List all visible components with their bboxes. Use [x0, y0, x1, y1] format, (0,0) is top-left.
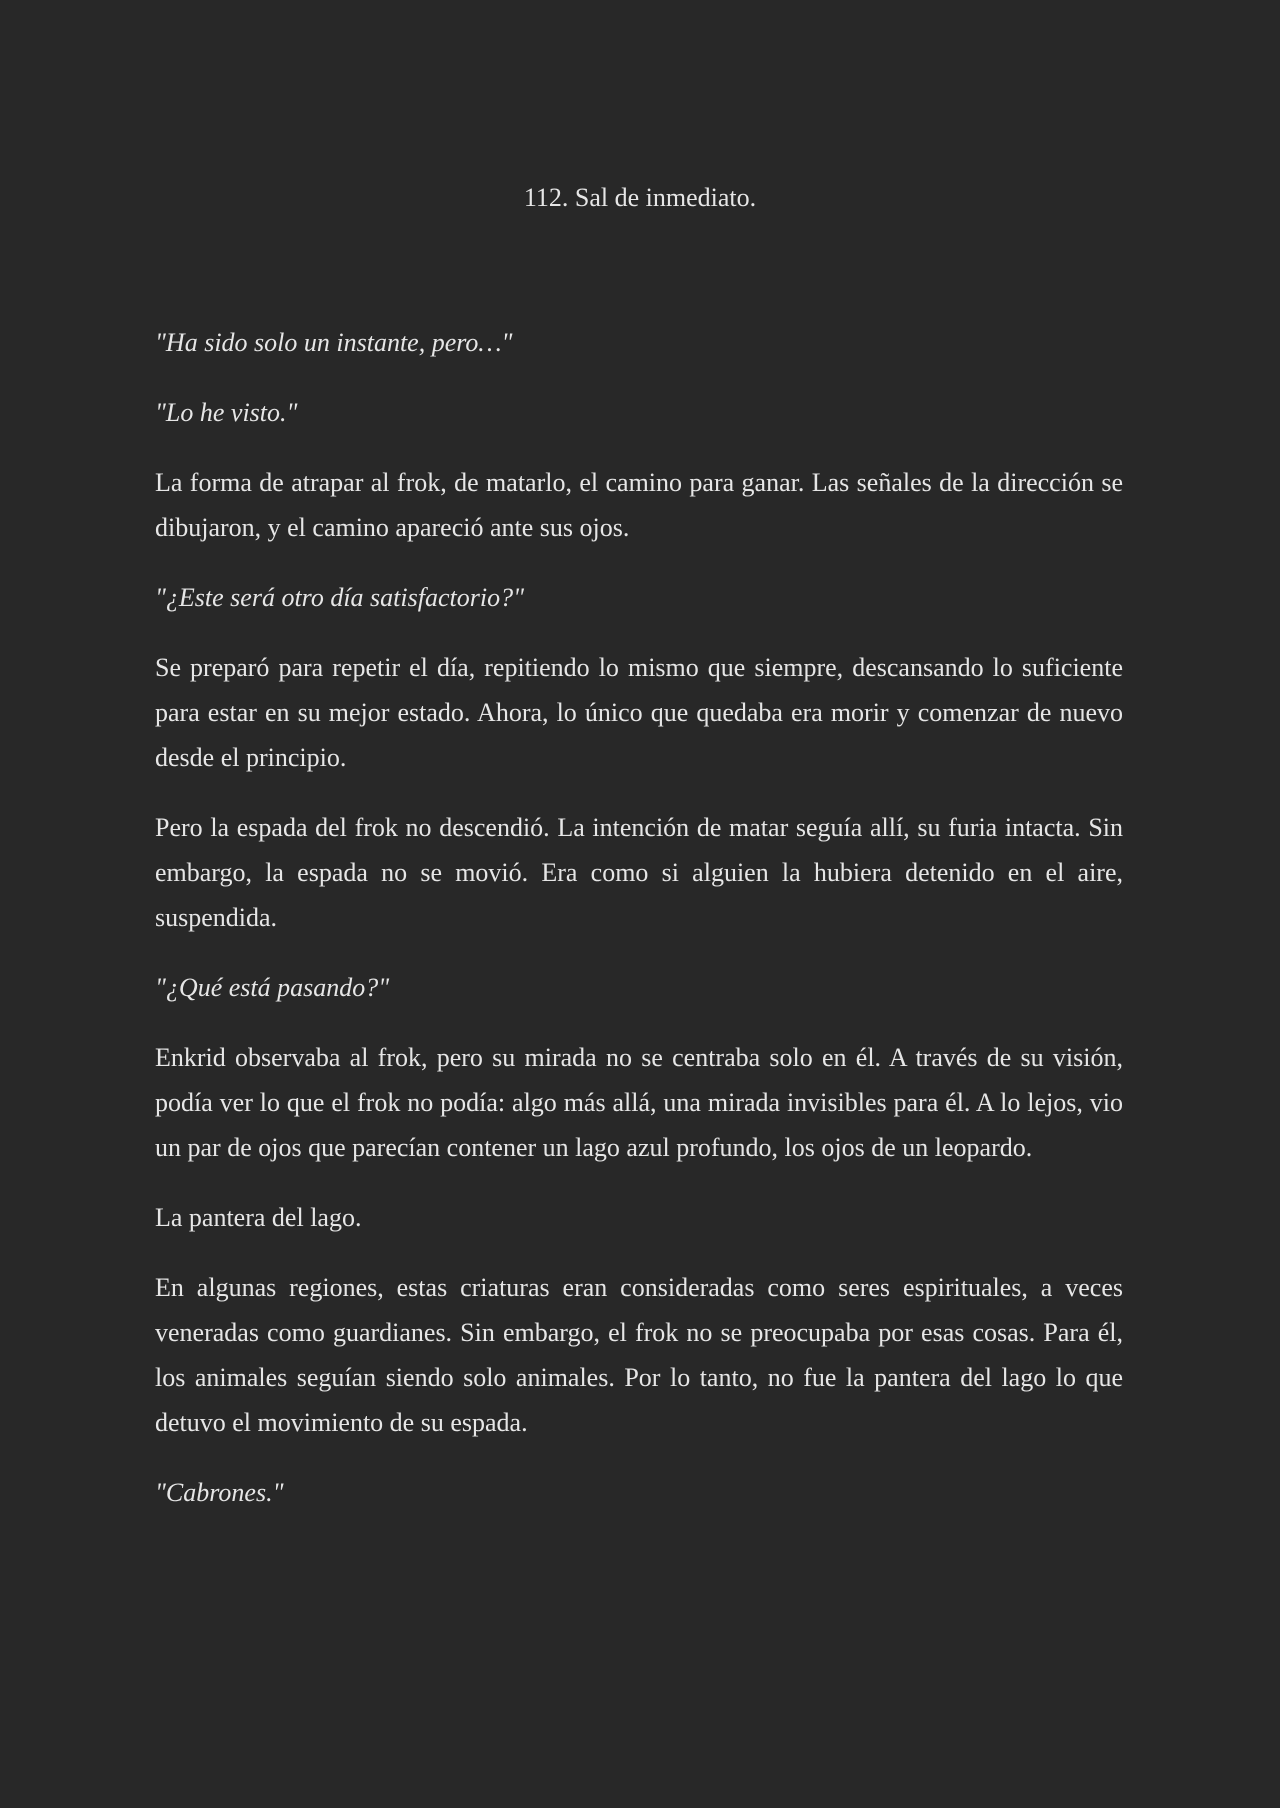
- chapter-body: [155, 320, 1123, 1540]
- narrative-paragraph: La forma de atrapar al frok, de matarlo, el camino para ganar. Las señales de la dirección se dibujaron, y el camino apareció ante sus ojos.: [155, 468, 1123, 542]
- narrative-paragraph: Enkrid observaba al frok, pero su mirada no se centraba solo en él. A través de su visión, podía ver lo que el frok no podía: algo más allá, una mirada invisibles para él. A lo lejos, vio un par de ojos que parecían contener un lago azul profundo, los ojos de un leopardo.: [155, 1043, 1123, 1162]
- narrative-paragraph: Se preparó para repetir el día, repitiendo lo mismo que siempre, descansando lo suficiente para estar en su mejor estado. Ahora, lo único que quedaba era morir y comenzar de nuevo desde el principio.: [155, 653, 1123, 772]
- dialogue-paragraph: "¿Este será otro día satisfactorio?": [155, 583, 524, 612]
- narrative-paragraph: La pantera del lago.: [155, 1203, 362, 1232]
- narrative-paragraph: En algunas regiones, estas criaturas eran consideradas como seres espirituales, a veces veneradas como guardianes. Sin embargo, el frok no se preocupaba por esas cosas. Para él, los animales seguían siendo solo animales. Por lo tanto, no fue la pantera del lago lo que detuvo el movimiento de su espada.: [155, 1273, 1123, 1437]
- dialogue-paragraph: "Cabrones.": [155, 1478, 284, 1507]
- narrative-paragraph: Pero la espada del frok no descendió. La intención de matar seguía allí, su furia intacta. Sin embargo, la espada no se movió. Era como si alguien la hubiera detenido en el aire, suspendida.: [155, 813, 1123, 932]
- dialogue-paragraph: "Ha sido solo un instante, pero…": [155, 328, 513, 357]
- dialogue-paragraph: "¿Qué está pasando?": [155, 973, 390, 1002]
- dialogue-paragraph: "Lo he visto.": [155, 398, 298, 427]
- chapter-title: 112. Sal de inmediato.: [523, 183, 757, 212]
